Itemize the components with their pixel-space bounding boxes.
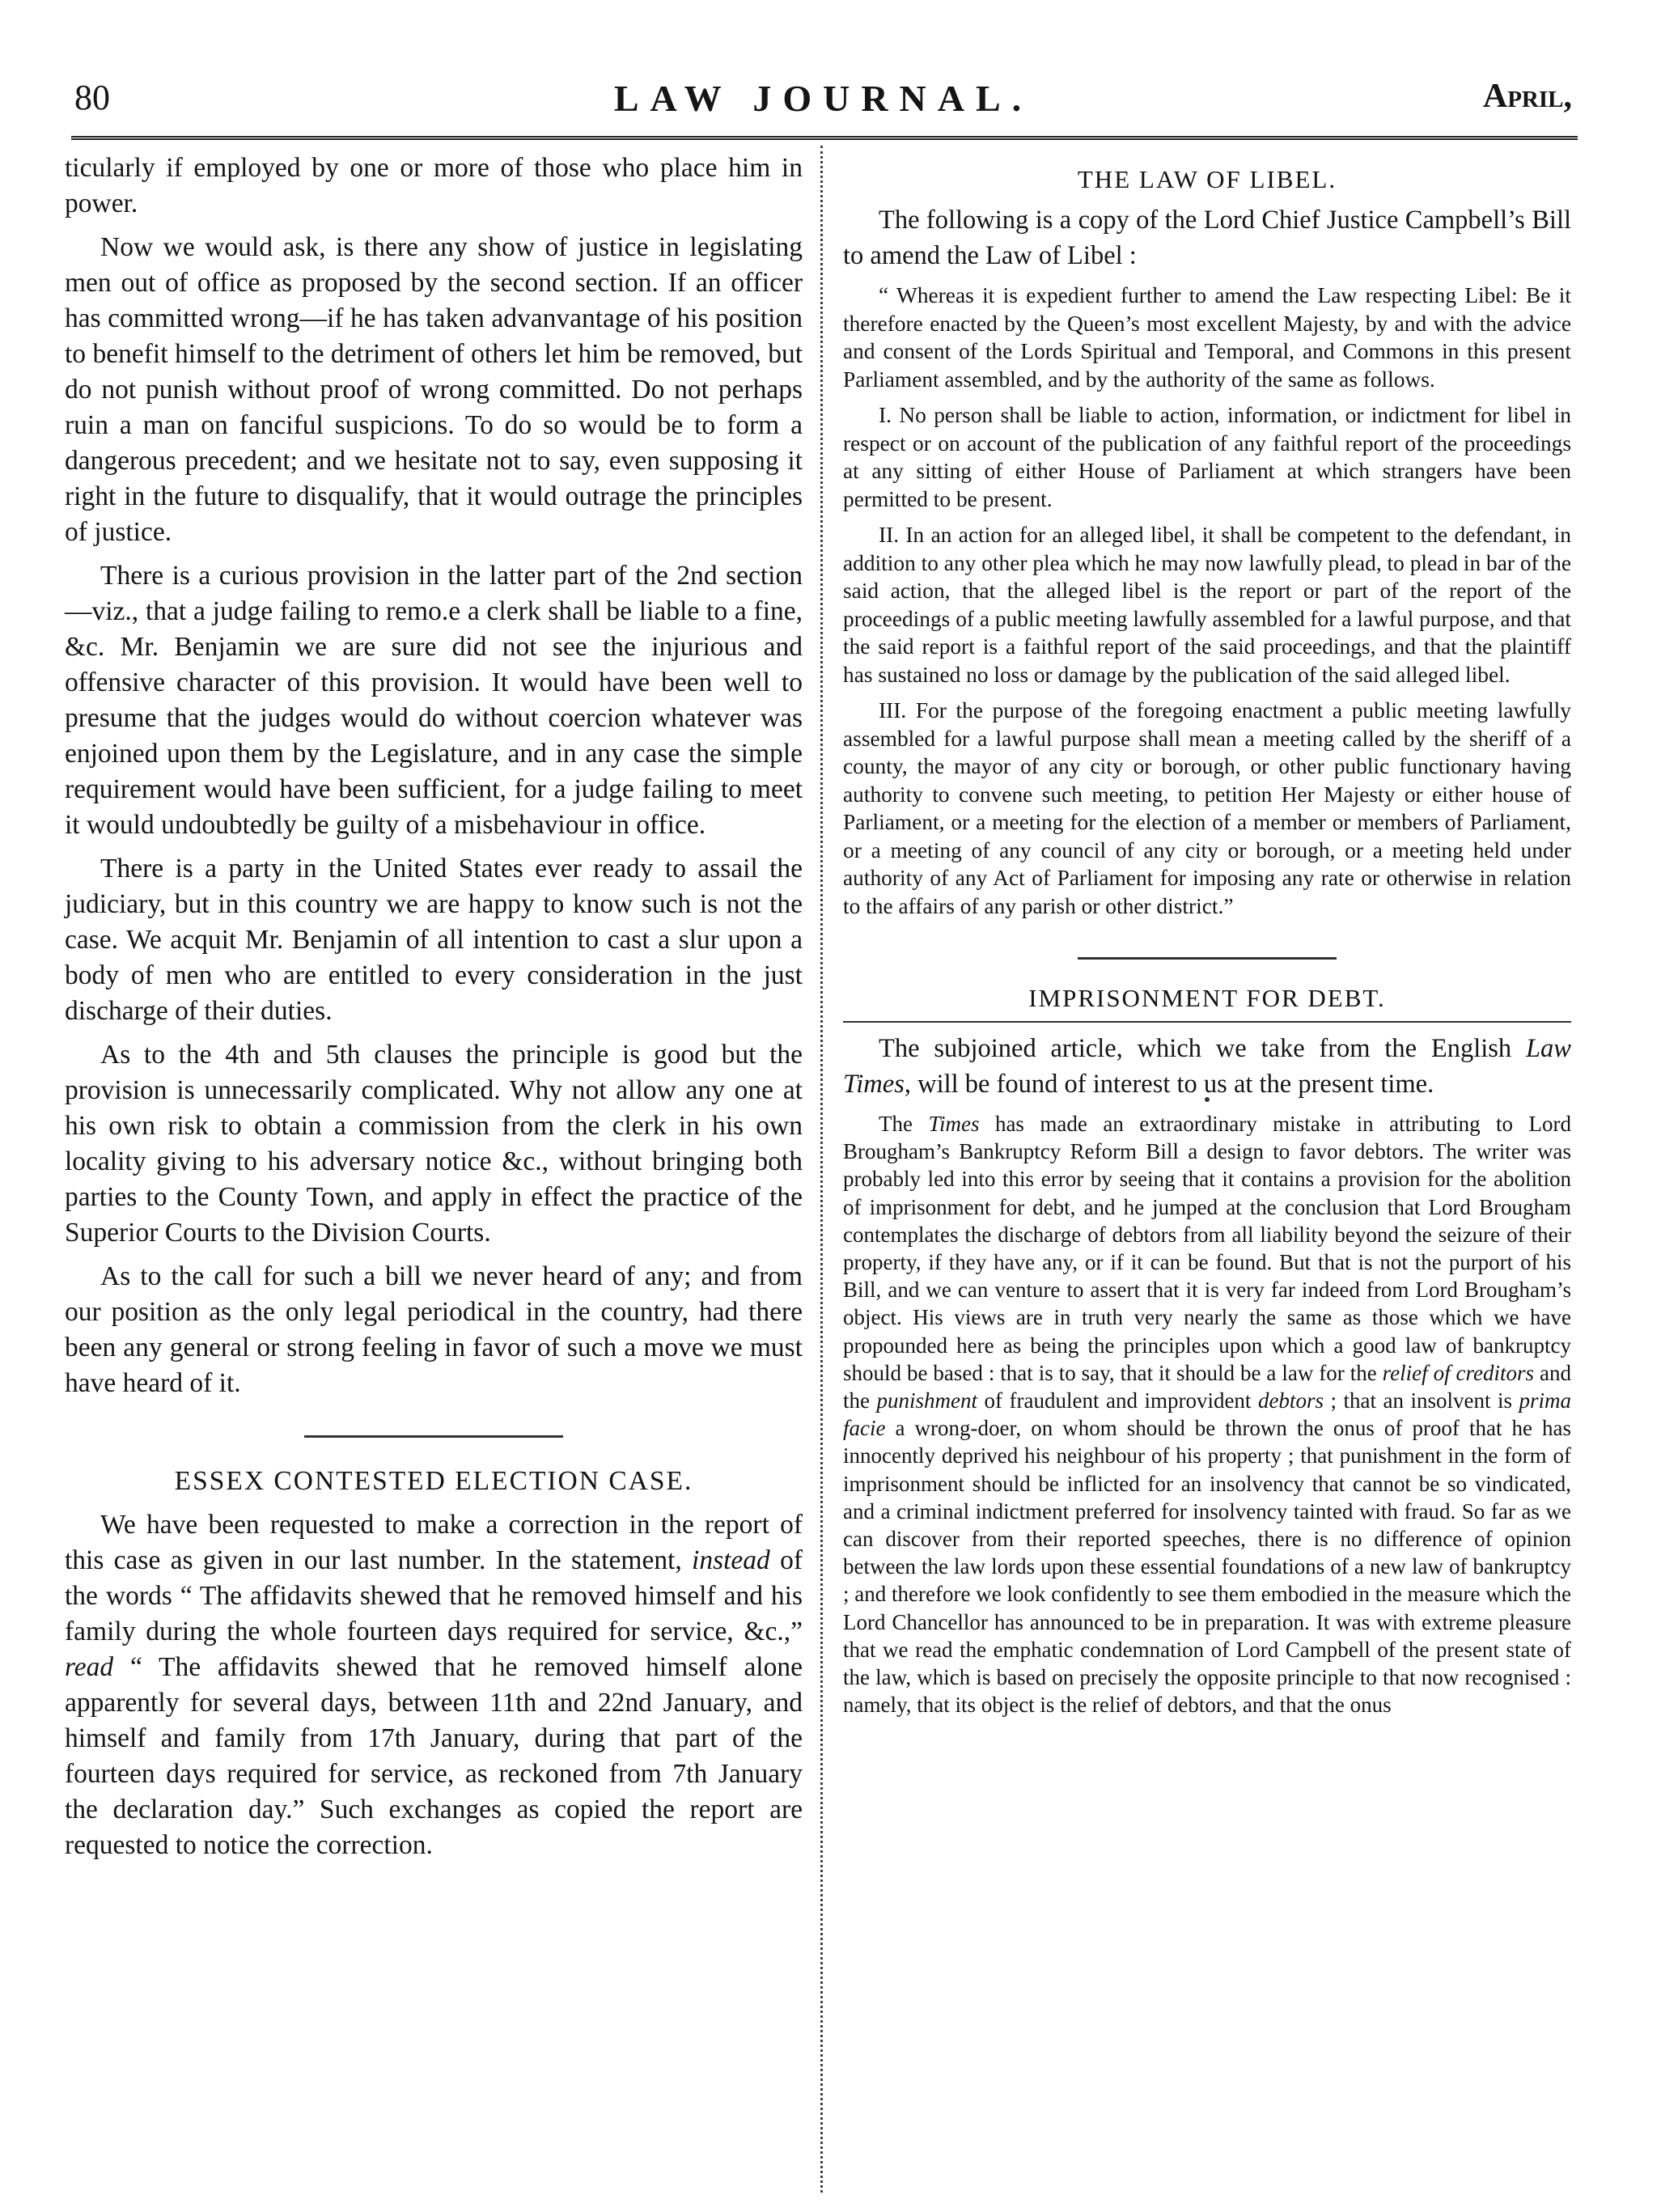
journal-title: LAW JOURNAL. (613, 78, 1033, 119)
section-rule (1078, 957, 1337, 960)
section-rule (304, 1435, 563, 1438)
libel-section-3: III. For the purpose of the foregoing enactment a public meeting lawfully assembled for a lawful purpose shall mean a meeting called by the sheriff of a county, the mayor of any city or borough, or other public functionary having authority to convene such meeting, to petition Her Majesty or either house of Parliament, or a meeting for the election of a member or members of Parliament, or a meeting of any council of any city or borough, or a meeting held under authority of any Act of Parliament for imposing any rate or otherwise in relation to the affairs of any parish or other district.” (843, 698, 1571, 918)
emphasis-prima-facie: prima facie (843, 1388, 1571, 1441)
issue-month: April, (1482, 78, 1572, 115)
essex-paragraph: We have been requested to make a correction in the report of this case as given in our last number. In the statement, instead of the words “ The affidavits shewed that he removed himself and his family during the whole fourteen days required for service, &c.,” read “ The affidavits shewed that he removed himself alone apparently for several days, between 11th and 22nd January, and himself and family from 17th January, during that part of the fourteen days required for service, as reckoned from 7th January the declaration day.” Such exchanges as copied the report are requested to notice the correction. (65, 1510, 803, 1860)
paragraph: As to the call for such a bill we never heard of any; and from our position as the only legal periodical in the country, had there been any general or strong feeling in favor of such a move we must have heard of it. (65, 1261, 803, 1398)
page-number: 80 (74, 78, 110, 117)
essex-title: ESSEX CONTESTED ELECTION CASE. (174, 1466, 693, 1496)
emphasis-relief: relief of creditors (1382, 1360, 1535, 1385)
emphasis-times: Times (928, 1112, 980, 1136)
emphasis-instead: instead (692, 1545, 770, 1575)
paragraph: There is a party in the United States ever ready to assail the judiciary, but in this country we are happy to know such is not the case. We acquit Mr. Benjamin of all intention to cast a slur upon a body of men who are entitled to every consideration in the just discharge of their duties. (65, 854, 803, 1026)
right-column (843, 159, 1571, 1718)
emphasis-law-times: Law Times (843, 1034, 1571, 1099)
emphasis-punishment: punishment (876, 1388, 977, 1413)
libel-section-2: II. In an action for an alleged libel, it shall be competent to the defendant, in addition to any other plea which he may now lawfully plead, to plead in bar of the said action, that the alleged libel is the report or part of the report of the proceedings of a public meeting lawfully assembled for a lawful purpose, and that the said report is a faithful report of the said proceedings, and that the plaintiff has sustained no loss or damage by the publication of the said alleged libel. (843, 523, 1571, 687)
paragraph-continued: ticularly if employed by one or more of those who place him in power. (65, 153, 803, 218)
libel-section-1: I. No person shall be liable to action, information, or indictment for libel in respect or on account of the publication of any faithful report of the proceedings at any sitting of either House of Parliament at which strangers have been permitted to be present. (843, 403, 1571, 511)
paragraph: There is a curious provision in the latter part of the 2nd section—viz., that a judge failing to remo.e a clerk shall be liable to a fine, &c. Mr. Benjamin we are sure did not see the injurious and offensive character of this provision. It would have been well to presume that the judges would do without coercion whatever was enjoined upon them by the Legislature, and in any case the simple requirement would have been sufficient, for a judge failing to meet it would undoubtedly be guilty of a misbehaviour in office. (65, 561, 803, 840)
title-underline (843, 1021, 1571, 1023)
libel-title: THE LAW OF LIBEL. (1077, 165, 1337, 193)
emphasis-read: read (65, 1652, 114, 1682)
libel-intro: The following is a copy of the Lord Chief Justice Campbell’s Bill to amend the Law of Libel : (843, 206, 1571, 270)
page-header (74, 77, 1572, 133)
debt-body: The Times has made an extraordinary mistake in attributing to Lord Brougham’s Bankruptcy Reform Bill a design to favor debtors. The writer was probably led into this error by seeing that it contains a provision for the abolition of imprisonment for debt, and he jumped at the conclusion that Lord Brougham contemplates the discharge of debtors from all liability beyond the seizure of their property, if they have any, or if it can be found. But that is not the purport of his Bill, and we can venture to assert that it is very far indeed from Lord Brougham’s object. His views are in truth very nearly the same as those which we have propounded here as being the principles upon which a good law of bankruptcy should be based : that is to say, that it should be a law for the relief of creditors and the punishment of fraudulent and improvident debtors ; that an insolvent is prima facie a wrong-doer, on whom should be thrown the onus of proof that he has innocently deprived his neighbour of his property ; that punishment in the form of imprisonment should be inflicted for an insolvency that cannot be so vindicated, and a criminal indictment preferred for insolvency tainted with fraud. So far as we can discover from their reported speeches, there is no difference of opinion between the law lords upon these essential foundations of a new law of bankruptcy ; and therefore we look confidently to see them embodied in the measure which the Lord Chancellor has announced to be in preparation. It was with extreme pleasure that we read the emphatic condemnation of Lord Campbell of the present state of the law, which is based on precisely the opposite principle to that now recognised : namely, that its object is the relief of debtors, and that the onus (843, 1112, 1572, 1718)
paragraph: Now we would ask, is there any show of justice in legislating men out of office as proposed by the second section. If an officer has committed wrong—if he has taken advanvantage of his position to benefit himself to the detriment of others let him be removed, but do not punish without proof of wrong committed. Do not perhaps ruin a man on fanciful suspicions. To do so would be to form a dangerous precedent; and we hesitate not to say, even supposing it right in the future to disqualify, that it would outrage the principles of justice. (65, 232, 803, 547)
paragraph: As to the 4th and 5th clauses the principle is good but the provision is unnecessarily complicated. Why not allow any one at his own risk to obtain a commission from the clerk in his own locality giving to his adversary notice &c., without bringing both parties to the County Town, and apply in effect the practice of the Superior Courts to the Division Courts. (65, 1040, 803, 1248)
header-rule (71, 136, 1578, 140)
emphasis-debtors: debtors (1257, 1388, 1324, 1413)
column-divider (820, 146, 823, 2193)
libel-preamble: “ Whereas it is expedient further to amend the Law respecting Libel: Be it therefore enacted by the Queen’s most excellent Majesty, by and with the advice and consent of the Lords Spiritual and Temporal, and Commons in this present Parliament assembled, and by the authority of the same as follows. (843, 283, 1571, 392)
debt-title: IMPRISONMENT FOR DEBT. (1028, 984, 1386, 1012)
debt-intro: The subjoined article, which we take from the English Law Times, will be found of interest to us at the present time. (843, 1034, 1571, 1099)
left-column (65, 150, 803, 1863)
